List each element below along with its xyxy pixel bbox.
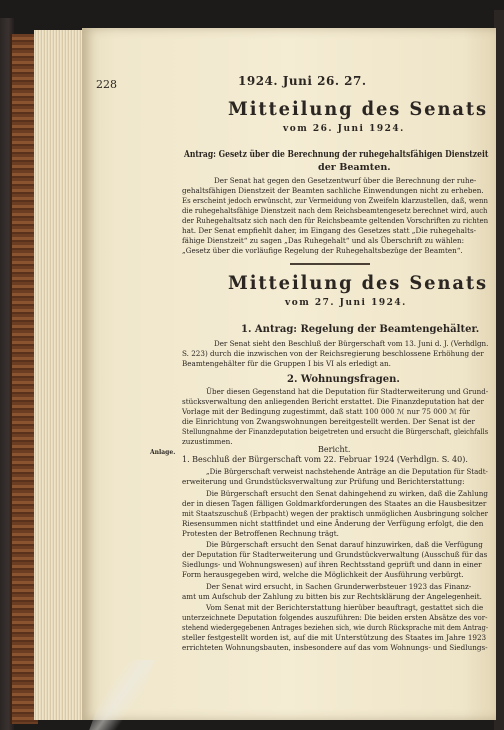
- body-line: mit Staatszuschuß (Erbpacht) wegen der praktisch unmöglichen Ausbringung solcher: [182, 509, 489, 518]
- section2-date: vom 27. Juni 1924.: [285, 298, 407, 308]
- body-line: Protesten der Betroffenen Rechnung trägt.: [182, 529, 339, 538]
- page-number: 228: [96, 78, 117, 91]
- body-line: steller festgestellt worden ist, auf die mit Unterstützung des Staates im Jahre 1923: [182, 633, 487, 642]
- section1-title: Mitteilung des Senats: [228, 98, 488, 120]
- body-line: Form herausgegeben wird, welche die Möglichkeit der Ausführung verbürgt.: [182, 570, 464, 579]
- body-line: hat. Der Senat empfiehlt daher, im Eingang des Gesetzes statt „Die ruhegehalts-: [182, 226, 477, 235]
- body-line: Der Senat hat gegen den Gesetzentwurf über die Berechnung der ruhe-: [214, 176, 477, 185]
- section1-antrag-line2: der Beamten.: [318, 162, 391, 173]
- heading-beamtengehaelter: 1. Antrag: Regelung der Beamtengehälter.: [241, 324, 480, 335]
- body-line: stehend wiedergegebenen Antrages beziehen sich, wie durch Rücksprache mit dem Antrag-: [182, 623, 489, 632]
- running-head: 1924. Juni 26. 27.: [238, 74, 367, 88]
- body-line: Riesensummen nicht stattfindet und eine Änderung der Verfügung erfolgt, die den: [182, 519, 484, 528]
- body-line: fähige Dienstzeit“ zu sagen „Das Ruhegehalt“ und als Überschrift zu wählen:: [182, 236, 465, 245]
- section2-title: Mitteilung des Senats: [228, 272, 488, 294]
- body-line: der Deputation für Stadterweiterung und Grundstückverwaltung (Ausschuß für das: [182, 550, 488, 559]
- margin-note-anlage: Anlage.: [150, 449, 176, 456]
- body-line: 1. Beschluß der Bürgerschaft vom 22. Februar 1924 (Verhdlgn. S. 40).: [182, 455, 468, 464]
- body-line: erweiterung und Grundstücksverwaltung zur Prüfung und Berichterstattung:: [182, 477, 465, 486]
- body-line: Der Senat wird ersucht, in Sachen Grunderwerbsteuer 1923 das Finanz-: [206, 582, 472, 591]
- body-line: Die Bürgerschaft ersucht den Senat dahingehend zu wirken, daß die Zahlung: [206, 489, 489, 498]
- body-line: Beamtengehälter für die Gruppen I bis VI als erledigt an.: [182, 359, 391, 368]
- body-line: Stellungnahme der Finanzdeputation beigetreten und ersucht die Bürgerschaft, gleichfalls: [182, 427, 489, 436]
- section-divider: [290, 263, 370, 265]
- body-line: die Einrichtung von Zwangswohnungen bereitgestellt werden. Der Senat ist der: [182, 417, 475, 426]
- bericht-label: Bericht.: [318, 445, 351, 454]
- body-line: Über diesen Gegenstand hat die Deputation für Stadterweiterung und Grund-: [206, 387, 489, 396]
- body-line: die ruhegehaltsfähige Dienstzeit nach dem Reichsbeamtengesetz berechnet wird, auch: [182, 206, 488, 215]
- body-line: Es erscheint jedoch erwünscht, zur Vermeidung von Zweifeln klarzustellen, daß, wenn: [182, 196, 488, 205]
- body-line: unterzeichnete Deputation folgendes auszuführen: Die beiden ersten Absätze des vor-: [182, 613, 488, 622]
- body-line: Der Senat sieht den Beschluß der Bürgerschaft vom 13. Juni d. J. (Verhdlgn.: [214, 339, 489, 348]
- body-line: Siedlungs- und Wohnungswesen) auf ihren Rechtsstand geprüft und dann in einer: [182, 560, 482, 569]
- page-stack-edge: [34, 30, 85, 720]
- body-line: der Ruhegehaltsatz sich nach den für Reichsbeamte geltenden Vorschriften zu richten: [182, 216, 489, 225]
- body-line: Die Bürgerschaft ersucht den Senat darauf hinzuwirken, daß die Verfügung: [206, 540, 483, 549]
- body-line: „Die Bürgerschaft verweist nachstehende Anträge an die Deputation für Stadt-: [206, 467, 488, 476]
- body-line: errichteten Wohnungsbauten, insbesondere auf das vom Wohnungs- und Siedlungs-: [182, 643, 488, 652]
- body-line: gehaltsfähigen Dienstzeit der Beamten sachliche Einwendungen nicht zu erheben.: [182, 186, 484, 195]
- body-line: S. 223) durch die inzwischen von der Reichsregierung beschlossene Erhöhung der: [182, 349, 484, 358]
- body-line: zuzustimmen.: [182, 437, 233, 446]
- body-line: „Gesetz über die vorläufige Regelung der Ruhegehaltsbezüge der Beamten“.: [182, 246, 463, 255]
- body-line: Vom Senat mit der Berichterstattung hierüber beauftragt, gestattet sich die: [206, 603, 484, 612]
- body-line: der in diesen Tagen fälligen Goldmarkforderungen des Staates an die Hausbesitzer: [182, 499, 487, 508]
- body-line: stücksverwaltung den anliegenden Bericht erstattet. Die Finanzdeputation hat der: [182, 397, 484, 406]
- section1-antrag-line1: Antrag: Gesetz über die Berechnung der ruhegehaltsfähigen Dienstzeit: [184, 149, 489, 160]
- heading-wohnungsfragen: 2. Wohnungsfragen.: [287, 374, 400, 385]
- section1-date: vom 26. Juni 1924.: [283, 124, 405, 134]
- body-line: Vorlage mit der Bedingung zugestimmt, daß statt 100 000 ℳ nur 75 000 ℳ für: [182, 407, 470, 416]
- body-line: amt um Aufschub der Zahlung zu bitten bis zur Rechtsklärung der Angelegenheit.: [182, 592, 482, 601]
